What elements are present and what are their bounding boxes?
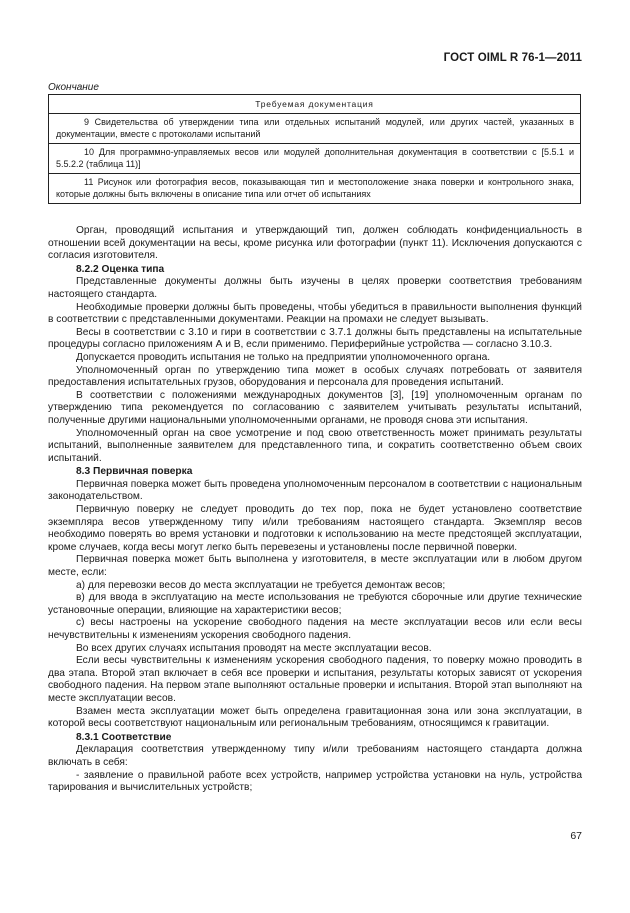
document-body [48,225,582,795]
paragraph: Если весы чувствительны к изменениям ускорения свободного падения, то поверку можно проводить в два этапа. Второй этап включает в себя все проверки и испытания, результаты которых зависят от ускорения свободного падения. На первом этапе выполняют остальные проверки и испытания. Второй этап выполняют на месте эксплуатации весов. [48,655,582,704]
paragraph: Первичная поверка может быть проведена уполномоченным персоналом в соответствии с национальным законодательством. [48,478,582,503]
section-heading-8-3: 8.3 Первичная поверка [76,466,193,478]
paragraph: Во всех других случаях испытания проводят на месте эксплуатации весов. [76,642,432,654]
section-heading-8-2-2: 8.2.2 Оценка типа [76,263,165,275]
table-row [49,144,581,174]
table-header-row [49,95,581,114]
paragraph: В соответствии с положениями международных документов [3], [19] уполномоченным органам по утверждению типа рекомендуется по согласованию с заявителем учитывать результаты испытаний, полученные другими национальными уполномоченными органами, не проводя снова эти испытания. [48,389,582,426]
section-heading-8-3-1: 8.3.1 Соответствие [76,731,172,743]
document-header: ГОСТ OIML R 76-1—2011 [443,52,582,64]
table-cell-item-10: 10 Для программно-управляемых весов или модулей дополнительная документация в соответствии с [5.5.1 и 5.5.2.2 (таблица 11)] [56,147,574,169]
required-documentation-table [48,94,581,204]
table-continuation-caption: Окончание [48,82,99,93]
paragraph: Необходимые проверки должны быть проведены, чтобы убедиться в правильности выполнения функций в соответствии с представленными документами. Реакции на промахи не следует вызывать. [48,301,582,326]
list-item: а) для перевозки весов до места эксплуатации не требуется демонтаж весов; [76,579,446,591]
paragraph: Весы в соответствии с 3.10 и гири в соответствии с 3.7.1 должны быть представлены на испытательные процедуры согласно приложениям А и В, если применимо. Периферийные устройства — согласно 3.10.3. [48,326,582,351]
table-cell-item-11: 11 Рисунок или фотография весов, показывающая тип и местоположение знака поверки и контрольного знака, которые должны быть включены в описание типа или отчет об испытаниях [56,177,574,199]
table-header-cell: Требуемая документация [49,95,581,114]
page-number: 67 [570,830,582,842]
paragraph: - заявление о правильной работе всех устройств, например устройства установки на нуль, устройства тарирования и вычислительных устройств; [48,769,582,794]
table-row [49,174,581,204]
paragraph: Уполномоченный орган на свое усмотрение и под свою ответственность может принимать результаты испытаний, выполненные заявителем для представленного типа, и сократить соответственно объем своих испытаний. [48,427,582,464]
paragraph: Взамен места эксплуатации может быть определена гравитационная зона или зона эксплуатации, в которой весы соответствуют национальным или региональным требованиям, относящимся к гравитации. [48,705,582,730]
paragraph: Представленные документы должны быть изучены в целях проверки соответствия требованиям настоящего стандарта. [48,276,582,300]
list-item: с) весы настроены на ускорение свободного падения на месте эксплуатации весов или если весы нечувствительны к изменениям ускорения свободного падения. [48,617,582,641]
paragraph: Допускается проводить испытания не только на предприятии уполномоченного органа. [76,351,491,363]
list-item: в) для ввода в эксплуатацию на месте использования не требуются сборочные или другие технические установочные операции, влияющие на характеристики весов; [48,592,582,616]
paragraph: Декларация соответствия утвержденному типу и/или требованиям настоящего стандарта должна включать в себя: [48,744,582,768]
paragraph: Первичная поверка может быть выполнена у изготовителя, в месте эксплуатации или в любом другом месте, если: [48,554,582,579]
paragraph: Первичную поверку не следует проводить до тех пор, пока не будет установлено соответствие экземпляра весов утвержденному типу и/или требованиям настоящего стандарта. Экземпляр весов необходимо поверять во время установки и подготовки к использованию на месте предстоящей эксплуатации, кроме случаев, когда весы могут легко быть перевезены и установлены после первичной поверки. [48,504,582,553]
paragraph: Орган, проводящий испытания и утверждающий тип, должен соблюдать конфиденциальность в отношении всей документации на весы, кроме рисунка или фотографии (пункт 11). Исключения допускаются с согласия изготовителя. [48,225,582,262]
table-row [49,114,581,144]
paragraph: Уполномоченный орган по утверждению типа может в особых случаях потребовать от заявителя предоставления испытательных грузов, оборудования и персонала для проведения испытаний. [48,364,582,389]
table-cell-item-9: 9 Свидетельства об утверждении типа или отдельных испытаний модулей, или других частей, указанных в документации, вместе с протоколами испытаний [56,117,574,139]
